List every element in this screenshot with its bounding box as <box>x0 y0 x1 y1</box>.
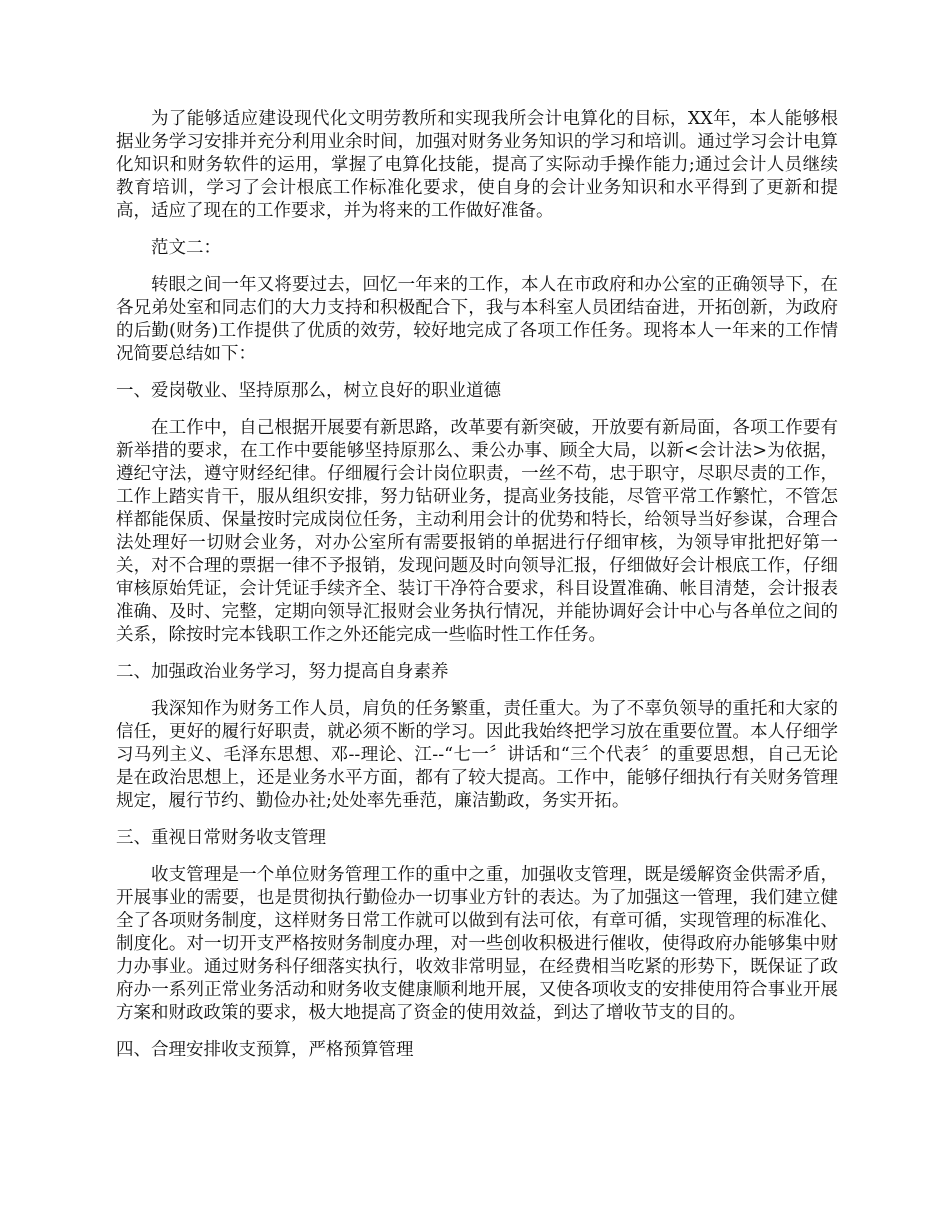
paragraph-section-1: 在工作中，自己根据开展要有新思路，改革要有新突破，开放要有新局面，各项工作要有新举措的要求，在工作中要能够坚持原那么、秉公办事、顾全大局，以新<会计法>为依据，遵纪守法，遵守财经纪律。仔细履行会计岗位职责，一丝不苟，忠于职守，尽职尽责的工作，工作上踏实肯干，服从组织安排，努力钻研业务，提高业务技能，尽管平常工作繁忙，不管怎样都能保质、保量按时完成岗位任务，主动利用会计的优势和特长，给领导当好参谋，合理合法处理好一切财会业务，对办公室所有需要报销的单据进行仔细审核，为领导审批把好第一关，对不合理的票据一律不予报销，发现问题及时向领导汇报，仔细做好会计根底工作，仔细审核原始凭证，会计凭证手续齐全、装订干净符合要求，科目设置准确、帐目清楚，会计报表准确、及时、完整，定期向领导汇报财会业务执行情况，并能协调好会计中心与各单位之间的关系，除按时完本钱职工作之外还能完成一些临时性工作任务。 <box>116 418 838 645</box>
paragraph-intro: 为了能够适应建设现代化文明劳教所和实现我所会计电算化的目标，XX年，本人能够根据业务学习安排并充分利用业余时间，加强对财务业务知识的学习和培训。通过学习会计电算化知识和财务软件的运用，掌握了电算化技能，提高了实际动手操作能力;通过会计人员继续教育培训，学习了会计根底工作标准化要求，使自身的会计业务知识和水平得到了更新和提高，适应了现在的工作要求，并为将来的工作做好准备。 <box>116 109 838 221</box>
paragraph-section-3: 收支管理是一个单位财务管理工作的重中之重，加强收支管理，既是缓解资金供需矛盾，开展事业的需要，也是贯彻执行勤俭办一切事业方针的表达。为了加强这一管理，我们建立健全了各项财务制度，这样财务日常工作就可以做到有法可依，有章可循，实现管理的标准化、制度化。对一切开支严格按财务制度办理，对一些创收积极进行催收，使得政府办能够集中财力办事业。通过财务科仔细落实执行，收效非常明显，在经费相当吃紧的形势下，既保证了政府办一系列正常业务活动和财务收支健康顺利地开展，又使各项收支的安排使用符合事业开展方案和财政政策的要求，极大地提高了资金的使用效益，到达了增收节支的目的。 <box>116 865 838 1023</box>
paragraph-sample-two-label: 范文二： <box>151 238 221 258</box>
section-heading-2: 二、加强政治业务学习，努力提高自身素养 <box>116 662 449 682</box>
paragraph-summary-opening: 转眼之间一年又将要过去，回忆一年来的工作，本人在市政府和办公室的正确领导下，在各兄弟处室和同志们的大力支持和积极配合下，我与本科室人员团结奋进，开拓创新，为政府的后勤(财务)工作提供了优质的效劳，较好地完成了各项工作任务。现将本人一年来的工作情况简要总结如下： <box>116 275 838 364</box>
section-heading-4: 四、合理安排收支预算，严格预算管理 <box>116 1040 414 1060</box>
paragraph-section-2: 我深知作为财务工作人员，肩负的任务繁重，责任重大。为了不辜负领导的重托和大家的信任，更好的履行好职责，就必须不断的学习。因此我始终把学习放在重要位置。本人仔细学习马列主义、毛泽东思想、邓--理论、江--“七一〞讲话和“三个代表〞的重要思想，自己无论是在政治思想上，还是业务水平方面，都有了较大提高。工作中，能够仔细执行有关财务管理规定，履行节约、勤俭办社;处处率先垂范，廉洁勤政，务实开拓。 <box>116 699 838 811</box>
document-page <box>116 108 838 1076</box>
section-heading-1: 一、爱岗敬业、坚持原那么，树立良好的职业道德 <box>116 381 501 401</box>
section-heading-3: 三、重视日常财务收支管理 <box>116 828 326 848</box>
